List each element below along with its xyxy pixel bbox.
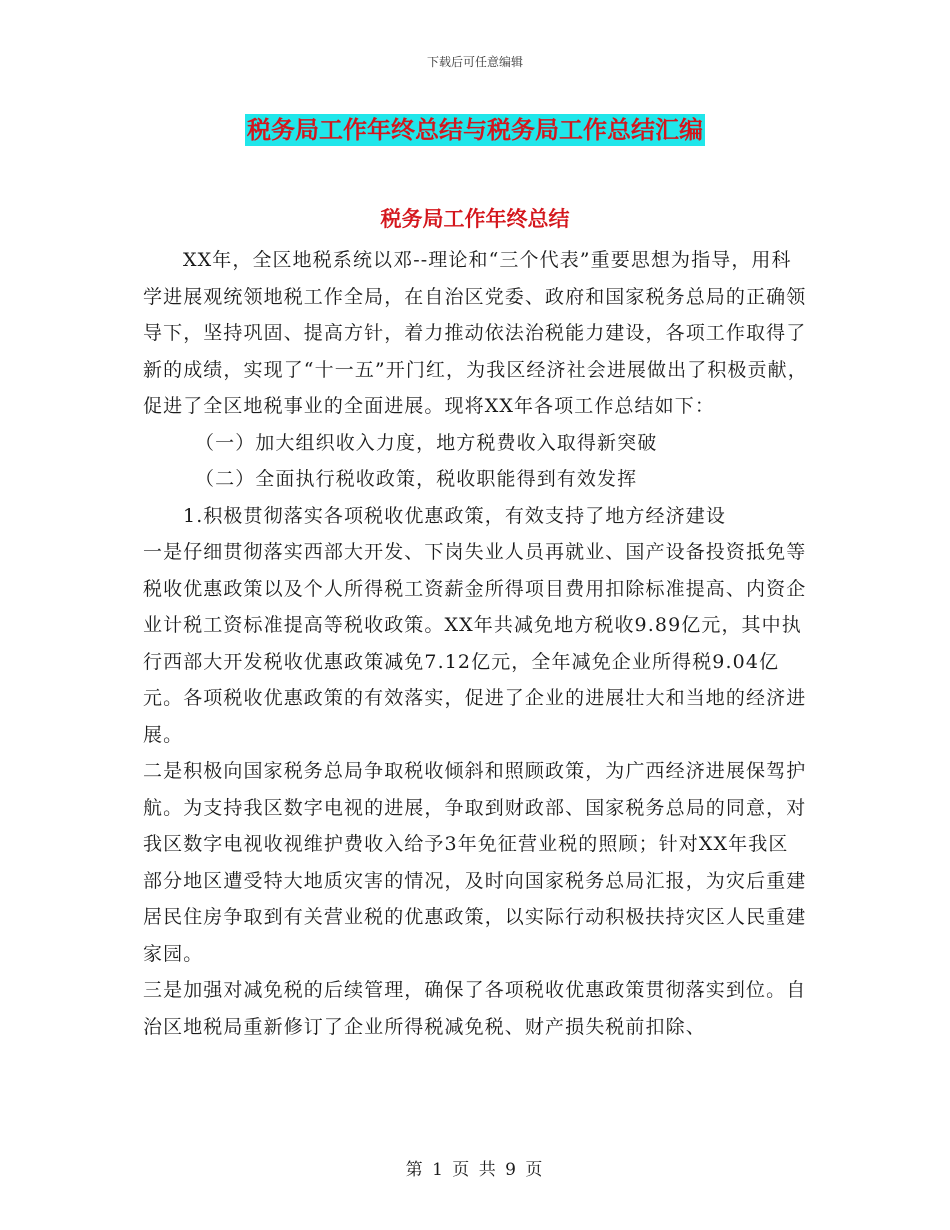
section-title: 税务局工作年终总结: [380, 207, 570, 231]
main-title: 税务局工作年终总结与税务局工作总结汇编: [247, 116, 703, 144]
paragraph-item-3: 三是加强对减免税的后续管理，确保了各项税收优惠政策贯彻落实到位。自治区地税局重新修订了企业所得税减免税、财产损失税前扣除、: [143, 979, 807, 1038]
paragraph-intro: XX年，全区地税系统以邓--理论和“三个代表”重要思想为指导，用科学进展观统领地税工作全局，在自治区党委、政府和国家税务总局的正确领导下，坚持巩固、提高方针，着力推动依法治税能力建设，各项工作取得了新的成绩，实现了“十一五”开门红，为我区经济社会进展做出了积极贡献，促进了全区地税事业的全面进展。现将XX年各项工作总结如下：: [143, 249, 808, 417]
paragraph-item-2: 二是积极向国家税务总局争取税收倾斜和照顾政策，为广西经济进展保驾护航。为支持我区数字电视的进展，争取到财政部、国家税务总局的同意，对我区数字电视收视维护费收入给予3年免征营业税的照顾；针对XX年我区部分地区遭受特大地质灾害的情况，及时向国家税务总局汇报，为灾后重建居民住房争取到有关营业税的优惠政策，以实际行动积极扶持灾区人民重建家园。: [143, 760, 807, 965]
page-footer: 第 1 页 共 9 页: [405, 1160, 545, 1180]
header-note: 下载后可任意编辑: [426, 55, 523, 69]
paragraph-heading-1: （一）加大组织收入力度，地方税费收入取得新突破: [195, 431, 658, 454]
paragraph-heading-2: （二）全面执行税收政策，税收职能得到有效发挥: [195, 468, 638, 490]
main-title-wrap: [0, 114, 950, 146]
paragraph-item-1: 一是仔细贯彻落实西部大开发、下岗失业人员再就业、国产设备投资抵免等税收优惠政策以及个人所得税工资薪金所得项目费用扣除标准提高、内资企业计税工资标准提高等税收政策。XX年共减免地方税收9.89亿元，其中执行西部大开发税收优惠政策减免7.12亿元，全年减免企业所得税9.04亿元。各项税收优惠政策的有效落实，促进了企业的进展壮大和当地的经济进展。: [143, 541, 807, 746]
document-body: [143, 242, 808, 1045]
paragraph-subheading-1: 1.积极贯彻落实各项税收优惠政策，有效支持了地方经济建设: [183, 504, 726, 527]
